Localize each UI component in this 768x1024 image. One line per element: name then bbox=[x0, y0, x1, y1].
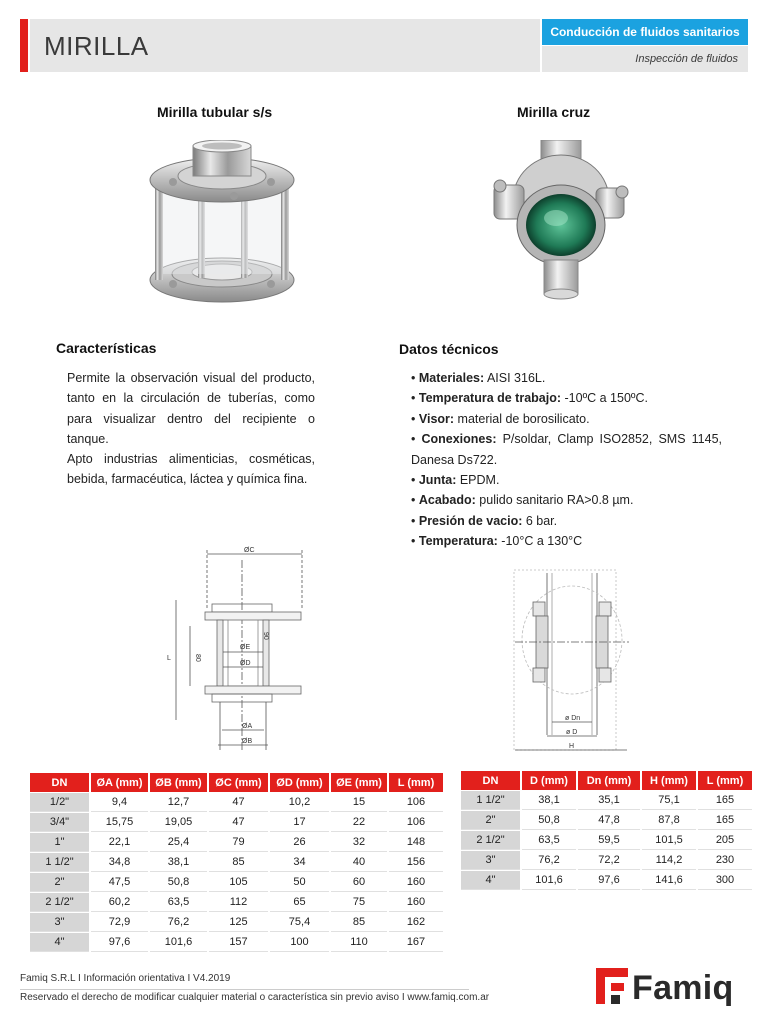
table-row bbox=[30, 873, 443, 892]
spec-item-gasket: • Junta: EPDM. bbox=[411, 473, 500, 488]
table-cell: 106 bbox=[389, 793, 443, 812]
table-cell: 47 bbox=[209, 793, 268, 812]
cross-technical-drawing bbox=[505, 555, 635, 760]
table-row bbox=[30, 813, 443, 832]
spec-label: Temperatura de trabajo: bbox=[418, 391, 562, 406]
table-cell: 87,8 bbox=[642, 811, 696, 830]
tubular-sight-glass-image bbox=[143, 140, 301, 315]
table-cell: 9,4 bbox=[91, 793, 148, 812]
table-header-cell: Dn (mm) bbox=[578, 771, 640, 790]
table-row bbox=[461, 831, 752, 850]
table-cell: 26 bbox=[270, 833, 329, 852]
spec-value: P/soldar, Clamp ISO2852, SMS 1145, Danesa Ds722. bbox=[411, 432, 722, 467]
table-cell: 50,8 bbox=[522, 811, 576, 830]
table-cell: 1 1/2" bbox=[30, 853, 89, 872]
category-label: Conducción de fluidos sanitarios bbox=[542, 19, 748, 45]
famiq-logo-text: Famiq bbox=[632, 969, 734, 1007]
table-cell: 2 1/2" bbox=[461, 831, 520, 850]
table-row bbox=[461, 871, 752, 890]
table-cell: 17 bbox=[270, 813, 329, 832]
table-cell: 141,6 bbox=[642, 871, 696, 890]
table-header-cell: ØC (mm) bbox=[209, 773, 268, 792]
table-cell: 59,5 bbox=[578, 831, 640, 850]
dim-label-a: ØA bbox=[242, 723, 253, 730]
technical-data-list bbox=[411, 368, 722, 552]
product-title-tubular: Mirilla tubular s/s bbox=[157, 104, 273, 120]
table-header-cell: L (mm) bbox=[698, 771, 752, 790]
spec-label: Conexiones: bbox=[421, 432, 497, 447]
table-cell: 50,8 bbox=[150, 873, 207, 892]
table-cell: 3" bbox=[461, 851, 520, 870]
spec-value: EPDM. bbox=[456, 473, 500, 488]
table-cell: 72,2 bbox=[578, 851, 640, 870]
spec-value: 6 bar. bbox=[522, 513, 558, 528]
table-cell: 22 bbox=[331, 813, 387, 832]
table-cell: 110 bbox=[331, 933, 387, 952]
characteristics-title: Características bbox=[56, 340, 157, 356]
spec-item-working-temperature: • Temperatura de trabajo: -10ºC a 150ºC. bbox=[411, 391, 648, 406]
footer-info: Famiq S.R.L I Información orientativa I V4.2019 bbox=[20, 973, 231, 984]
table-cell: 47 bbox=[209, 813, 268, 832]
spec-label: Junta: bbox=[418, 473, 457, 488]
spec-label: Presión de vacio: bbox=[418, 513, 523, 528]
table-cell: 38,1 bbox=[522, 791, 576, 810]
table-cell: 34,8 bbox=[91, 853, 148, 872]
spec-value: -10°C a 130°C bbox=[497, 534, 583, 549]
table-cell: 157 bbox=[209, 933, 268, 952]
table-cell: 75 bbox=[331, 893, 387, 912]
table-cell: 76,2 bbox=[522, 851, 576, 870]
table-cell: 112 bbox=[209, 893, 268, 912]
table-cell: 165 bbox=[698, 811, 752, 830]
spec-item-vacuum-pressure: • Presión de vacio: 6 bar. bbox=[411, 513, 558, 528]
spec-item-materials: • Materiales: AISI 316L. bbox=[411, 371, 546, 385]
table-cell: 47,5 bbox=[91, 873, 148, 892]
table-cell: 65 bbox=[270, 893, 329, 912]
table-cell: 15,75 bbox=[91, 813, 148, 832]
dim-label-80: 80 bbox=[194, 654, 201, 662]
table-row bbox=[30, 913, 443, 932]
table-cell: 60 bbox=[331, 873, 387, 892]
table-cell: 101,6 bbox=[150, 933, 207, 952]
table-cell: 10,2 bbox=[270, 793, 329, 812]
table-header-cell: ØE (mm) bbox=[331, 773, 387, 792]
table-cell: 205 bbox=[698, 831, 752, 850]
table-header-cell: ØA (mm) bbox=[91, 773, 148, 792]
table-cell: 85 bbox=[331, 913, 387, 932]
header-accent-bar bbox=[20, 19, 28, 72]
table-header-cell: L (mm) bbox=[389, 773, 443, 792]
table-header-cell: H (mm) bbox=[642, 771, 696, 790]
table-cell: 38,1 bbox=[150, 853, 207, 872]
footer-divider bbox=[20, 989, 469, 990]
table-cell: 40 bbox=[331, 853, 387, 872]
dim-label-dn: ø Dn bbox=[565, 715, 581, 722]
tubular-technical-drawing bbox=[160, 540, 320, 760]
table-cell: 3/4" bbox=[30, 813, 89, 832]
table-cell: 114,2 bbox=[642, 851, 696, 870]
table-cell: 162 bbox=[389, 913, 443, 932]
cross-dimensions-table bbox=[459, 770, 754, 891]
table-cell: 101,6 bbox=[522, 871, 576, 890]
dim-label-d: ØD bbox=[240, 660, 251, 667]
table-cell: 12,7 bbox=[150, 793, 207, 812]
table-row bbox=[461, 791, 752, 810]
table-header-row bbox=[30, 773, 443, 792]
spec-item-connections: • Conexiones: P/soldar, Clamp ISO2852, SMS 1145, Danesa Ds722. bbox=[411, 432, 722, 467]
spec-value: -10ºC a 150ºC. bbox=[561, 391, 648, 406]
table-cell: 76,2 bbox=[150, 913, 207, 932]
table-cell: 79 bbox=[209, 833, 268, 852]
table-cell: 22,1 bbox=[91, 833, 148, 852]
table-cell: 300 bbox=[698, 871, 752, 890]
spec-label: Visor: bbox=[418, 411, 455, 426]
technical-data-title: Datos técnicos bbox=[399, 341, 499, 357]
table-cell: 160 bbox=[389, 893, 443, 912]
dim-label-c: ØC bbox=[244, 547, 255, 554]
table-cell: 1" bbox=[30, 833, 89, 852]
spec-value: pulido sanitario RA>0.8 µm. bbox=[475, 493, 634, 508]
spec-value: AISI 316L. bbox=[484, 371, 546, 385]
table-cell: 4" bbox=[461, 871, 520, 890]
table-row bbox=[30, 933, 443, 952]
spec-label: Temperatura: bbox=[418, 534, 498, 549]
dim-label-b: ØB bbox=[242, 738, 253, 745]
table-cell: 167 bbox=[389, 933, 443, 952]
dim-label-e: ØE bbox=[240, 644, 251, 651]
spec-item-visor: • Visor: material de borosilicato. bbox=[411, 411, 590, 426]
table-row bbox=[461, 811, 752, 830]
table-cell: 75,1 bbox=[642, 791, 696, 810]
spec-label: Acabado: bbox=[418, 493, 476, 508]
dim-label-90: 90 bbox=[262, 632, 269, 640]
table-cell: 50 bbox=[270, 873, 329, 892]
cross-sight-glass-image bbox=[486, 140, 636, 300]
table-cell: 72,9 bbox=[91, 913, 148, 932]
famiq-logo-icon bbox=[596, 968, 628, 1004]
table-cell: 63,5 bbox=[150, 893, 207, 912]
table-row bbox=[30, 893, 443, 912]
table-cell: 4" bbox=[30, 933, 89, 952]
table-header-cell: D (mm) bbox=[522, 771, 576, 790]
table-cell: 100 bbox=[270, 933, 329, 952]
spec-value: material de borosilicato. bbox=[454, 411, 590, 426]
table-cell: 97,6 bbox=[91, 933, 148, 952]
spec-item-finish: • Acabado: pulido sanitario RA>0.8 µm. bbox=[411, 493, 634, 508]
table-cell: 60,2 bbox=[91, 893, 148, 912]
tubular-dimensions-table bbox=[28, 772, 445, 953]
table-header-row bbox=[461, 771, 752, 790]
table-cell: 34 bbox=[270, 853, 329, 872]
table-cell: 1 1/2" bbox=[461, 791, 520, 810]
table-header-cell: ØB (mm) bbox=[150, 773, 207, 792]
table-header-cell: DN bbox=[461, 771, 520, 790]
dim-label-d: ø D bbox=[566, 729, 578, 736]
table-cell: 35,1 bbox=[578, 791, 640, 810]
table-cell: 63,5 bbox=[522, 831, 576, 850]
table-cell: 106 bbox=[389, 813, 443, 832]
table-row bbox=[30, 853, 443, 872]
spec-item-temperature: • Temperatura: -10°C a 130°C bbox=[411, 534, 583, 549]
table-row bbox=[30, 793, 443, 812]
table-cell: 75,4 bbox=[270, 913, 329, 932]
table-cell: 230 bbox=[698, 851, 752, 870]
table-row bbox=[30, 833, 443, 852]
table-cell: 19,05 bbox=[150, 813, 207, 832]
subcategory-label: Inspección de fluidos bbox=[542, 46, 748, 72]
table-cell: 165 bbox=[698, 791, 752, 810]
table-cell: 85 bbox=[209, 853, 268, 872]
characteristics-text bbox=[67, 368, 315, 490]
dim-label-h: H bbox=[569, 743, 575, 750]
table-cell: 160 bbox=[389, 873, 443, 892]
table-cell: 97,6 bbox=[578, 871, 640, 890]
characteristics-paragraph-2: Apto industrias alimenticias, cosméticas, bebida, farmacéutica, láctea y química fina. bbox=[67, 452, 315, 487]
characteristics-paragraph-1: Permite la observación visual del producto, tanto en la circulación de tuberías, como para visualizar dentro del recipiente o tanque. bbox=[67, 371, 315, 446]
table-cell: 2 1/2" bbox=[30, 893, 89, 912]
table-header-cell: DN bbox=[30, 773, 89, 792]
page-title: MIRILLA bbox=[44, 31, 149, 61]
table-cell: 156 bbox=[389, 853, 443, 872]
dim-label-l: L bbox=[167, 655, 171, 662]
table-cell: 105 bbox=[209, 873, 268, 892]
table-cell: 3" bbox=[30, 913, 89, 932]
table-cell: 148 bbox=[389, 833, 443, 852]
table-cell: 2" bbox=[30, 873, 89, 892]
table-header-cell: ØD (mm) bbox=[270, 773, 329, 792]
product-title-cruz: Mirilla cruz bbox=[517, 104, 591, 120]
table-cell: 101,5 bbox=[642, 831, 696, 850]
table-cell: 2" bbox=[461, 811, 520, 830]
footer-disclaimer: Reservado el derecho de modificar cualquier material o característica sin previo aviso I www.famiq.com.ar bbox=[20, 992, 490, 1003]
table-cell: 125 bbox=[209, 913, 268, 932]
table-cell: 1/2" bbox=[30, 793, 89, 812]
table-cell: 25,4 bbox=[150, 833, 207, 852]
table-cell: 32 bbox=[331, 833, 387, 852]
table-cell: 47,8 bbox=[578, 811, 640, 830]
spec-label: Materiales: bbox=[418, 371, 485, 385]
table-cell: 15 bbox=[331, 793, 387, 812]
table-row bbox=[461, 851, 752, 870]
